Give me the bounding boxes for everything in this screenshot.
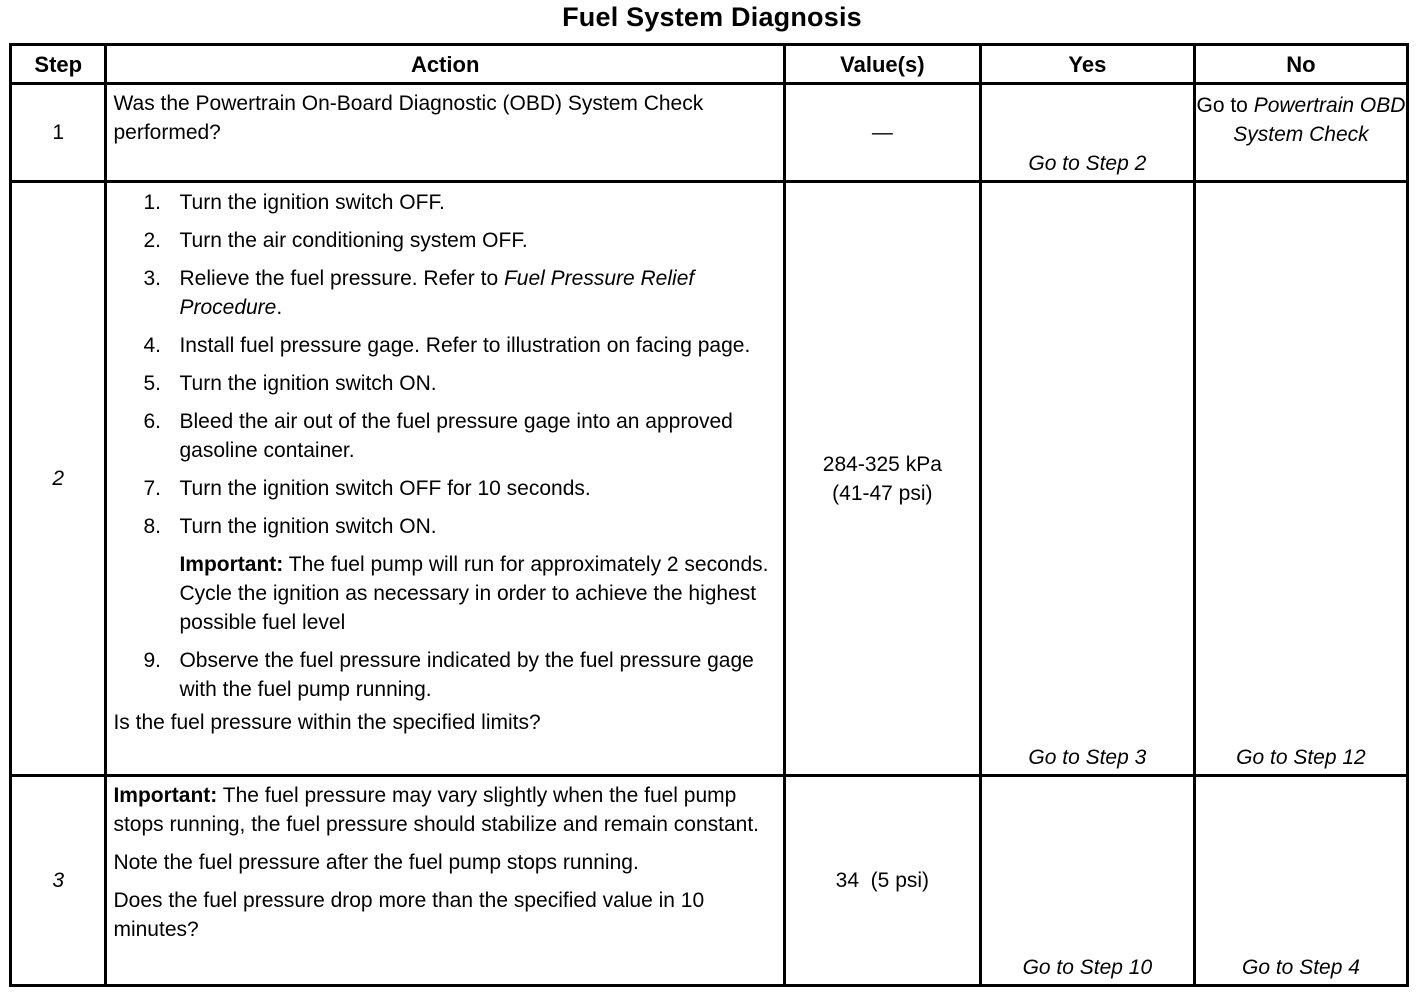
important-note: Important: The fuel pump will run for approximately 2 seconds. Cycle the ignition as necessary in order to achieve the highest possible fuel level xyxy=(179,553,769,634)
important-label: Important: xyxy=(113,784,218,807)
step-number: 1 xyxy=(11,84,106,182)
no-link[interactable]: Powertrain OBD System Check xyxy=(1233,94,1406,146)
action-question: Is the fuel pressure within the specified limits? xyxy=(113,711,541,734)
step-number: 3 xyxy=(11,776,106,986)
yes-link[interactable]: Go to Step 2 xyxy=(980,84,1194,182)
table-row-step-3 xyxy=(11,776,1408,986)
action-cell xyxy=(106,182,784,776)
no-link[interactable]: Go to Step 4 xyxy=(1194,776,1407,986)
yes-link[interactable]: Go to Step 3 xyxy=(980,182,1194,776)
table-row-step-1 xyxy=(11,84,1408,182)
page-title: Fuel System Diagnosis xyxy=(562,2,862,32)
important-label: Important: xyxy=(179,553,284,576)
header-step: Step xyxy=(11,45,106,84)
list-item: 8. Turn the ignition switch ON. xyxy=(143,515,437,538)
list-item: 9. Observe the fuel pressure indicated by the fuel pressure gage with the fuel pump running. xyxy=(143,649,754,701)
action-cell xyxy=(106,84,784,182)
list-item: 3. Relieve the fuel pressure. Refer to Fuel Pressure Relief Procedure. xyxy=(143,267,695,319)
header-values: Value(s) xyxy=(784,45,980,84)
yes-link[interactable]: Go to Step 10 xyxy=(980,776,1194,986)
important-note: Important: The fuel pressure may vary slightly when the fuel pump stops running, the fuel pressure should stabilize and remain constant. xyxy=(113,784,760,836)
value-cell: 34 (5 psi) xyxy=(784,776,980,986)
no-prefix: Go to xyxy=(1196,94,1254,117)
header-row xyxy=(11,45,1408,84)
table-row-step-2 xyxy=(11,182,1408,776)
no-link[interactable]: Go to Step 12 xyxy=(1194,182,1407,776)
header-action: Action xyxy=(106,45,784,84)
list-item: 6. Bleed the air out of the fuel pressure gage into an approved gasoline container. xyxy=(143,410,733,462)
list-item: 4. Install fuel pressure gage. Refer to illustration on facing page. xyxy=(143,334,751,357)
list-item: 1. Turn the ignition switch OFF. xyxy=(143,191,445,214)
action-question: Was the Powertrain On-Board Diagnostic (OBD) System Check performed? xyxy=(113,92,704,144)
action-instruction: Note the fuel pressure after the fuel pump stops running. xyxy=(113,851,639,874)
procedure-list xyxy=(113,188,774,541)
value-cell: — xyxy=(784,84,980,182)
value-cell: 284-325 kPa (41-47 psi) xyxy=(784,182,980,776)
diagnosis-table xyxy=(9,43,1409,987)
list-item: 5. Turn the ignition switch ON. xyxy=(143,372,437,395)
list-item: 7. Turn the ignition switch OFF for 10 seconds. xyxy=(143,477,591,500)
header-yes: Yes xyxy=(980,45,1194,84)
list-item: 2. Turn the air conditioning system OFF. xyxy=(143,229,528,252)
header-no: No xyxy=(1194,45,1407,84)
step-number: 2 xyxy=(11,182,106,776)
no-cell xyxy=(1194,84,1407,182)
action-question: Does the fuel pressure drop more than the specified value in 10 minutes? xyxy=(113,889,705,941)
action-cell xyxy=(106,776,784,986)
procedure-link[interactable]: Fuel Pressure Relief Procedure xyxy=(179,267,695,319)
